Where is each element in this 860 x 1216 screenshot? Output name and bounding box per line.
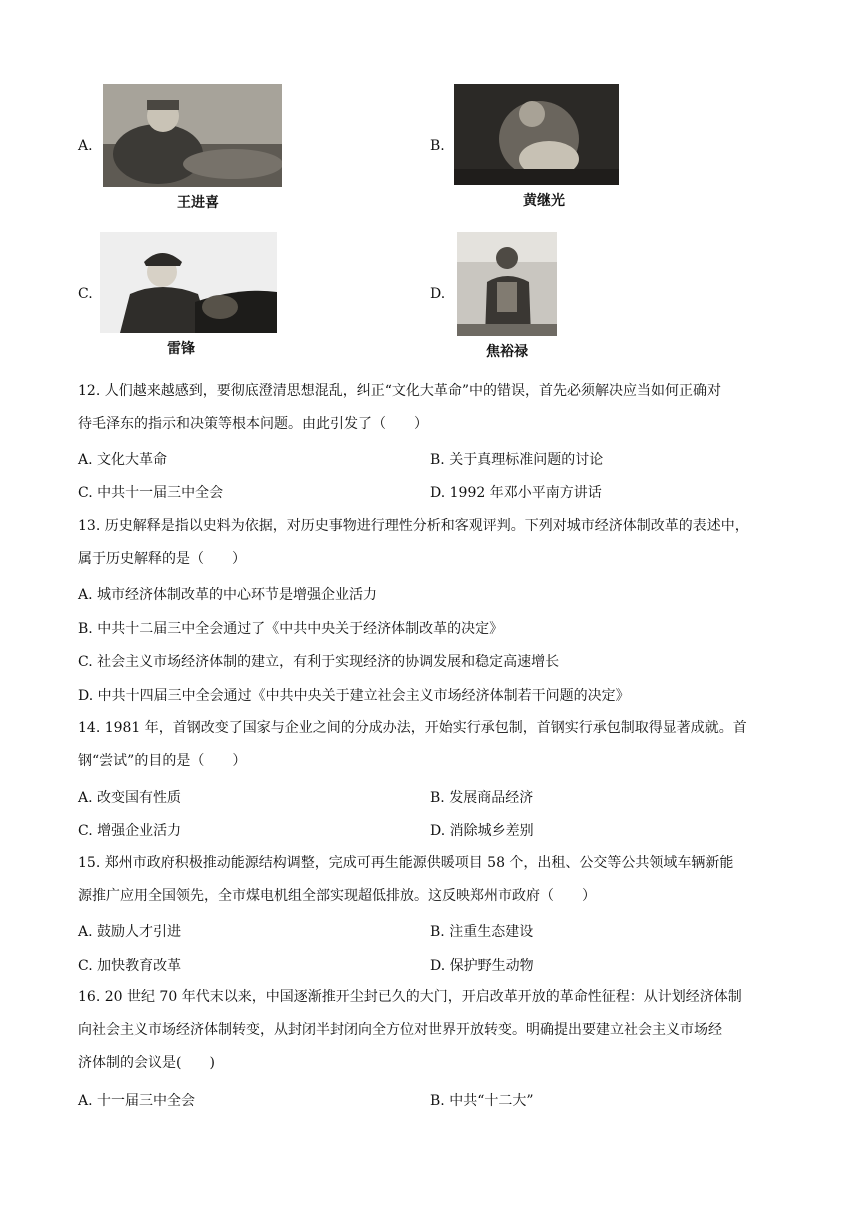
- option-d[interactable]: D. 1992 年邓小平南方讲话: [430, 485, 602, 501]
- photo-jiao-yulu: [457, 232, 557, 336]
- option-b[interactable]: B. 关于真理标准问题的讨论: [430, 452, 604, 468]
- question-stem: 钢“尝试”的目的是（ ）: [78, 753, 247, 769]
- option-a[interactable]: A. 鼓励人才引进: [78, 924, 182, 940]
- question-16: [78, 981, 790, 1080]
- option-letter: C.: [78, 286, 93, 302]
- question-stem: 15. 郑州市政府积极推动能源结构调整，完成可再生能源供暖项目 58 个，出租、公交等公共领域车辆新能: [78, 855, 734, 871]
- question-stem: 源推广应用全国领先，全市煤电机组全部实现超低排放。这反映郑州市政府（ ）: [78, 888, 596, 904]
- question-15: [78, 847, 790, 913]
- question-13: [78, 510, 790, 576]
- question-14-options-row-1: [78, 787, 790, 817]
- photo-caption: 黄继光: [523, 193, 565, 209]
- option-a[interactable]: A. 十一届三中全会: [78, 1093, 196, 1109]
- photo-lei-feng: [100, 232, 277, 333]
- option-b[interactable]: B. 发展商品经济: [430, 790, 534, 806]
- question-15-options-row-1: [78, 921, 790, 951]
- question-16-options-row-1: [78, 1090, 790, 1120]
- option-b[interactable]: B. 注重生态建设: [430, 924, 534, 940]
- option-a[interactable]: A. 改变国有性质: [78, 790, 182, 806]
- option-a[interactable]: A. 城市经济体制改革的中心环节是增强企业活力: [78, 587, 378, 603]
- question-stem: 属于历史解释的是（ ）: [78, 551, 246, 567]
- question-14-options-row-2: [78, 820, 790, 850]
- option-letter: B.: [430, 138, 445, 154]
- photo-caption: 雷锋: [167, 341, 195, 357]
- option-d[interactable]: D. 中共十四届三中全会通过《中共中央关于建立社会主义市场经济体制若干问题的决定》: [78, 688, 630, 704]
- question-stem: 向社会主义市场经济体制转变，从封闭半封闭向全方位对世界开放转变。明确提出要建立社会主义市场经: [78, 1022, 722, 1038]
- photo-huang-jiguang: [454, 84, 619, 185]
- question-stem: 12. 人们越来越感到，要彻底澄清思想混乱，纠正“文化大革命”中的错误，首先必须解决应当如何正确对: [78, 383, 722, 399]
- question-stem: 13. 历史解释是指以史料为依据，对历史事物进行理性分析和客观评判。下列对城市经济体制改革的表述中，: [78, 518, 749, 534]
- question-stem: 济体制的会议是( ): [78, 1055, 215, 1071]
- option-b[interactable]: B. 中共十二届三中全会通过了《中共中央关于经济体制改革的决定》: [78, 621, 504, 637]
- option-c[interactable]: C. 加快教育改革: [78, 958, 182, 974]
- option-d[interactable]: D. 保护野生动物: [430, 958, 534, 974]
- option-c[interactable]: C. 社会主义市场经济体制的建立，有利于实现经济的协调发展和稳定高速增长: [78, 654, 560, 670]
- option-letter: A.: [78, 138, 93, 154]
- question-stem: 14. 1981 年，首钢改变了国家与企业之间的分成办法，开始实行承包制，首钢实行承包制取得显著成就。首: [78, 720, 747, 736]
- photo-wang-jinxi: [103, 84, 282, 187]
- question-12-options-row-2: [78, 482, 790, 512]
- option-c[interactable]: C. 中共十一届三中全会: [78, 485, 224, 501]
- option-b[interactable]: B. 中共“十二大”: [430, 1093, 534, 1109]
- photo-caption: 焦裕禄: [486, 344, 528, 360]
- question-12: [78, 375, 790, 441]
- question-stem: 16. 20 世纪 70 年代末以来，中国逐渐推开尘封已久的大门，开启改革开放的革命性征程：从计划经济体制: [78, 989, 742, 1005]
- option-a[interactable]: A. 文化大革命: [78, 452, 168, 468]
- option-letter: D.: [430, 286, 446, 302]
- option-d[interactable]: D. 消除城乡差别: [430, 823, 534, 839]
- option-c[interactable]: C. 增强企业活力: [78, 823, 182, 839]
- question-12-options-row-1: [78, 449, 790, 479]
- question-14: [78, 712, 790, 778]
- photo-caption: 王进喜: [177, 195, 219, 211]
- question-stem: 待毛泽东的指示和决策等根本问题。由此引发了（ ）: [78, 416, 428, 432]
